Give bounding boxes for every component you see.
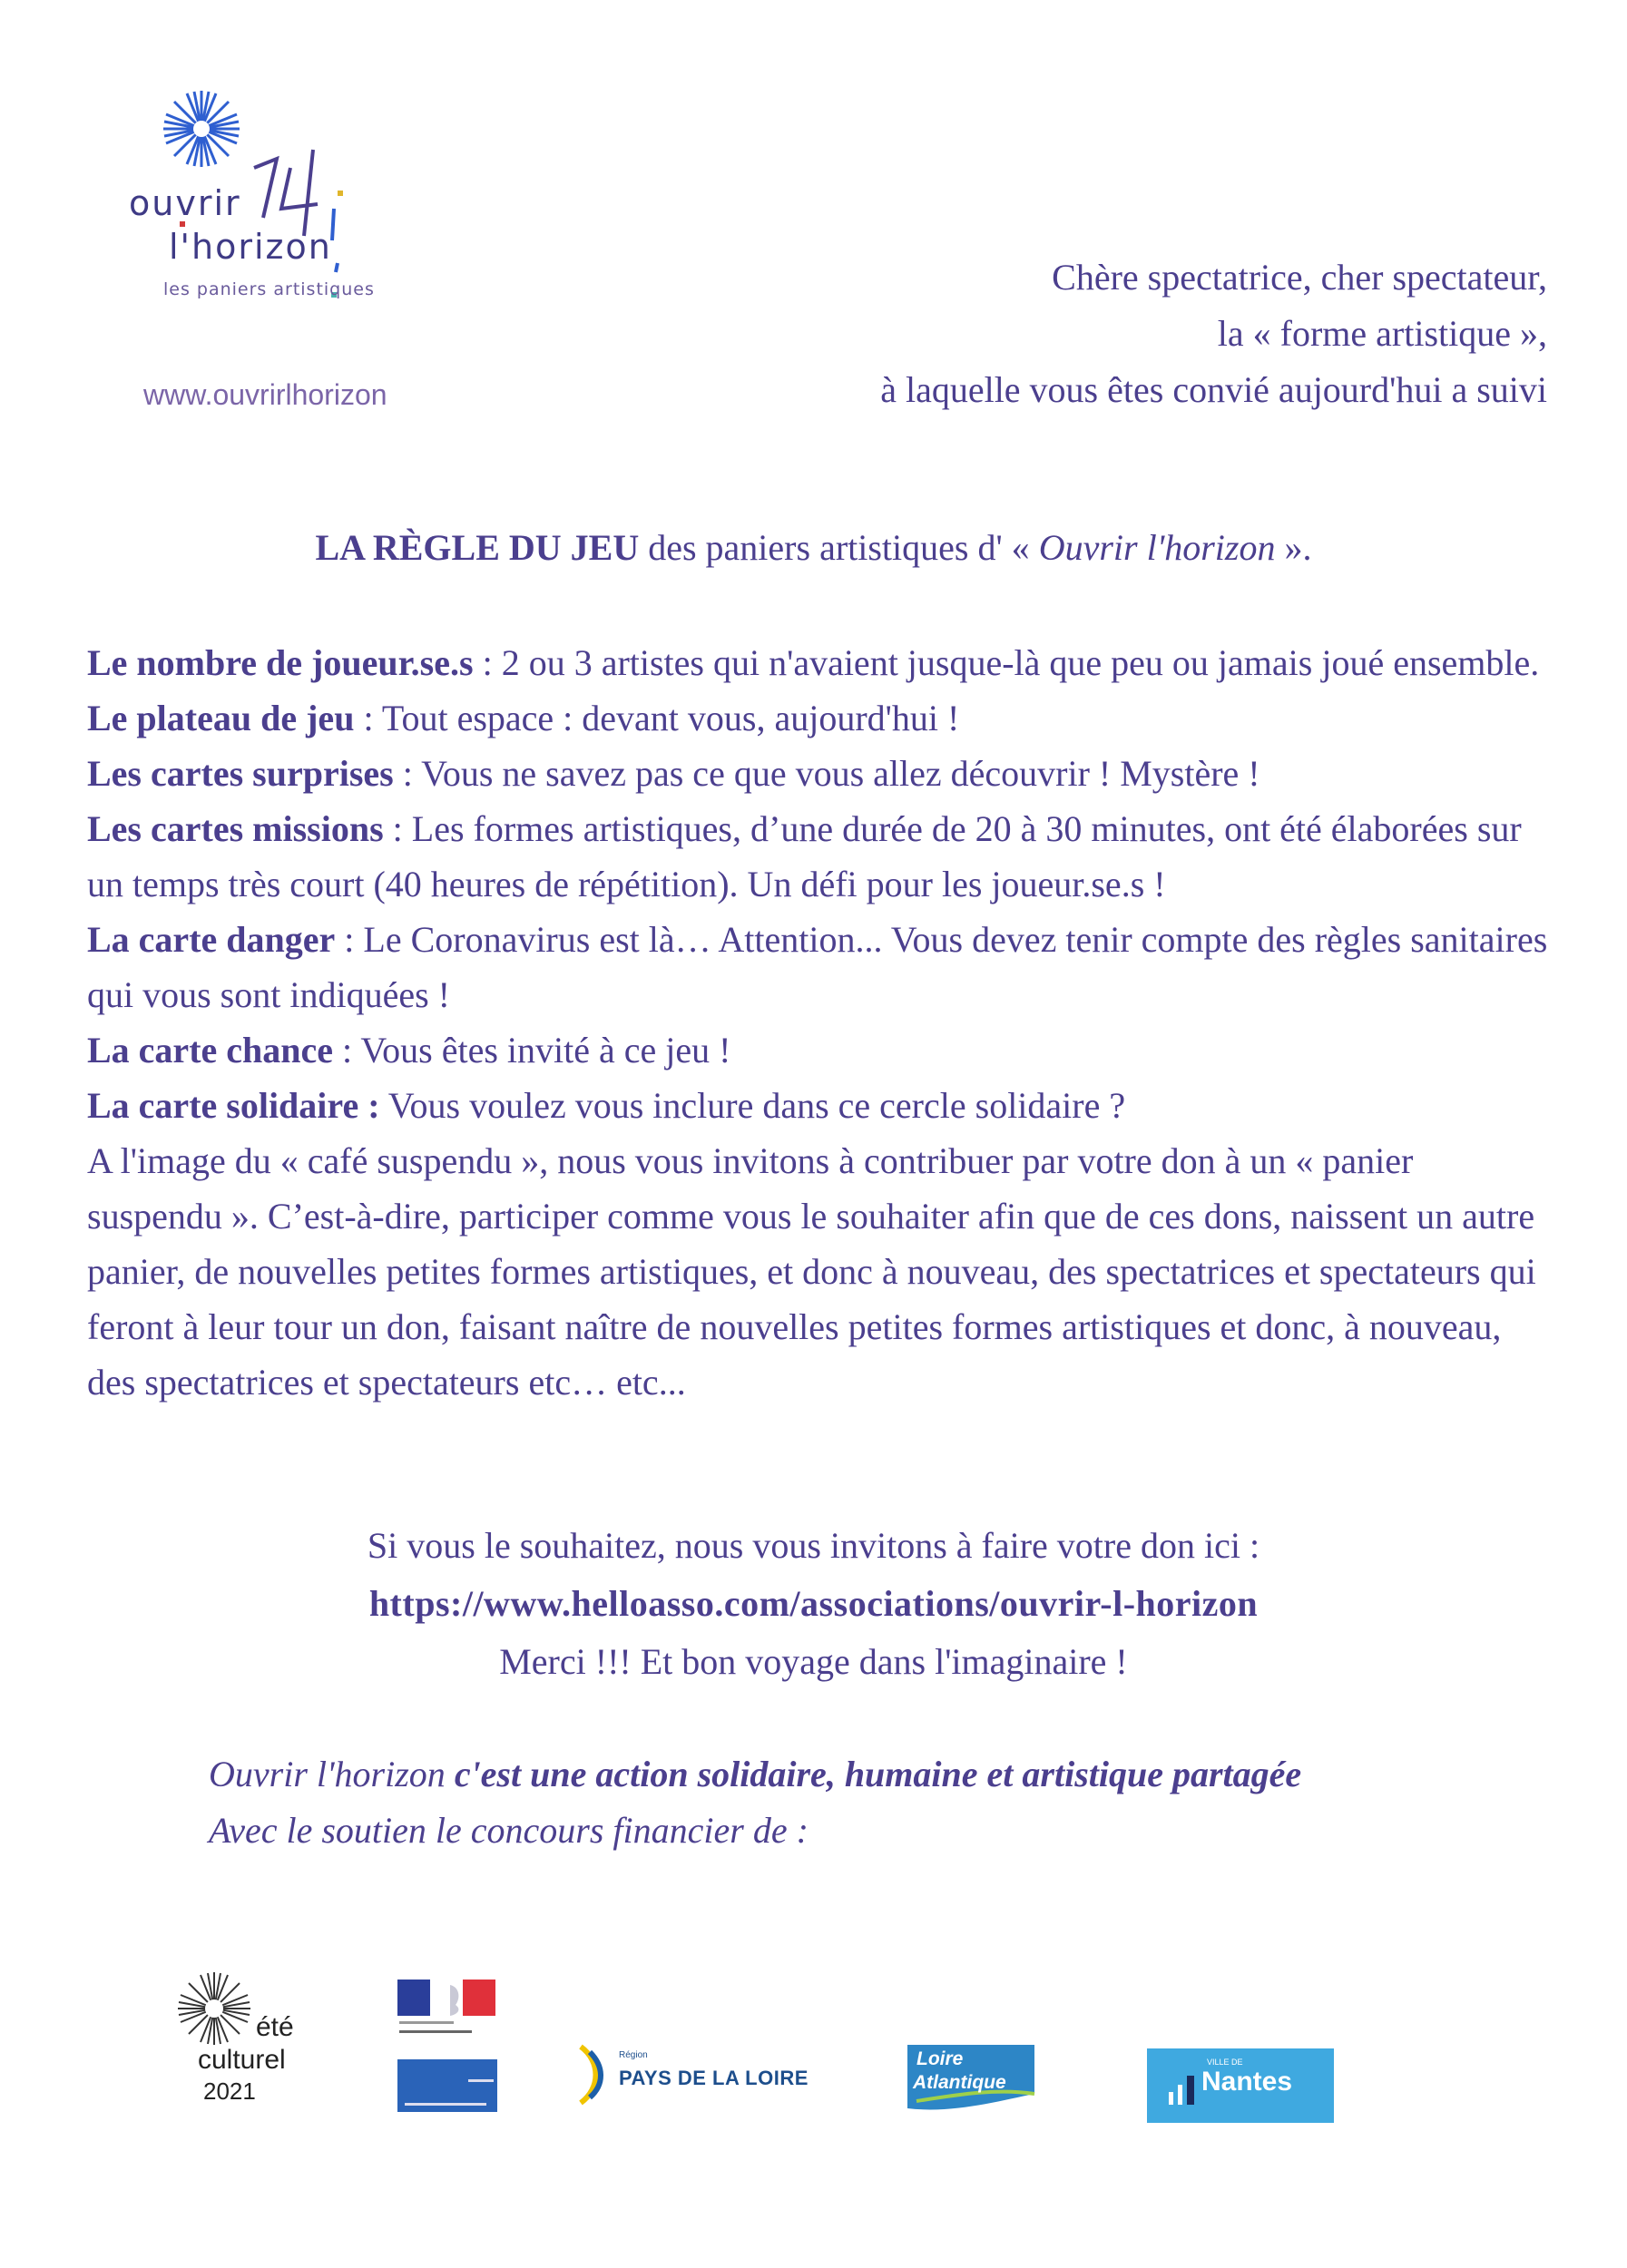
- support-line: Avec le soutien le concours financier de :: [209, 1810, 809, 1851]
- page-title: [0, 526, 1627, 569]
- rule-item: [87, 801, 1548, 912]
- rule-text: Vous voulez vous inclure dans ce cercle solidaire ?: [379, 1085, 1126, 1126]
- la-line-1: Loire: [916, 2048, 964, 2069]
- donation-thanks: Merci !!! Et bon voyage dans l'imaginaire !: [499, 1641, 1128, 1682]
- rule-item: [87, 1022, 1548, 1078]
- solidarity-paragraph: A l'image du « café suspendu », nous vous invitons à contribuer par votre don à un « panier suspendu ». C’est-à-dire, participer comme vous le souhaiter afin que de ces dons, naissent un autre panier, de nouvelles petites formes artistiques, et donc à nouveau, des spectatrices et spectateurs qui feront à leur tour un don, faisant naître de nouvelles petites formes artistiques et donc, à nouveau, des spectatrices et spectateurs etc… etc...: [87, 1140, 1536, 1403]
- nantes-ville-label: VILLE DE: [1207, 2058, 1243, 2067]
- nantes-name: Nantes: [1201, 2067, 1293, 2097]
- rule-item: [87, 1078, 1548, 1133]
- rule-label: Les cartes missions: [87, 808, 384, 849]
- region-arc-icon: [573, 2043, 613, 2107]
- sponsor-ministere-culture: [396, 1978, 499, 2114]
- logo-subtitle: les paniers artistiques: [163, 279, 375, 299]
- sponsor-pays-de-la-loire: [573, 2043, 809, 2107]
- title-italic: Ouvrir l'horizon: [1038, 527, 1276, 568]
- donation-invite: Si vous le souhaitez, nous vous invitons à faire votre don ici :: [367, 1525, 1260, 1566]
- ete-line-2: culturel: [198, 2045, 286, 2075]
- rule-text: : Les formes artistiques, d’une durée de 20 à 30 minutes, ont été élaborées sur un temps très court (40 heures de répétition). Un défi pour les joueur.se.s !: [87, 808, 1522, 904]
- rule-text: : 2 ou 3 artistes qui n'avaient jusque-là que peu ou jamais joué ensemble.: [473, 642, 1540, 683]
- la-line-2: Atlantique: [913, 2072, 1006, 2093]
- pdl-region-label: Région: [619, 2050, 648, 2060]
- ete-line-3: 2021: [203, 2077, 256, 2105]
- rule-label: La carte danger: [87, 919, 336, 960]
- logo-text-ouvrir: ouvrir: [129, 183, 241, 223]
- rule-label: Le plateau de jeu: [87, 698, 355, 738]
- rule-item: [87, 690, 1548, 746]
- nantes-mark-icon: [1147, 2048, 1201, 2123]
- title-bold: LA RÈGLE DU JEU: [315, 527, 640, 568]
- pdl-name: PAYS DE LA LOIRE: [619, 2067, 809, 2089]
- rule-label: La carte chance: [87, 1030, 334, 1070]
- rule-item: [87, 746, 1548, 801]
- sponsor-ville-de-nantes: [1147, 2048, 1334, 2123]
- ete-line-1: été: [256, 2012, 294, 2042]
- sunburst-icon: [172, 1967, 263, 2058]
- rules-list: [87, 635, 1548, 1410]
- ouvrir-lhorizon-logo: [127, 82, 436, 318]
- rule-item: [87, 635, 1548, 690]
- tagline-block: [209, 1746, 1301, 1859]
- rule-text: : Vous êtes invité à ce jeu !: [333, 1030, 731, 1070]
- donation-block: [0, 1517, 1627, 1691]
- title-end: ».: [1275, 527, 1312, 568]
- rule-text: : Vous ne savez pas ce que vous allez découvrir ! Mystère !: [393, 753, 1260, 794]
- tagline-italic: Ouvrir l'horizon: [209, 1754, 446, 1794]
- logo-text-horizon: l'horizon: [169, 227, 332, 267]
- greeting-block: [880, 249, 1547, 418]
- republique-francaise-logo-icon: [396, 1978, 499, 2114]
- rule-text: : Tout espace : devant vous, aujourd'hui !: [354, 698, 960, 738]
- sponsor-ete-culturel: [172, 1967, 327, 2112]
- greeting-line-2: la « forme artistique »,: [1217, 313, 1547, 354]
- tagline-line: [209, 1746, 1301, 1803]
- tagline-bold: c'est une action solidaire, humaine et artistique partagée: [445, 1754, 1302, 1794]
- title-text: des paniers artistiques d' «: [639, 527, 1039, 568]
- greeting-line-3: à laquelle vous êtes convié aujourd'hui a suivi: [880, 369, 1547, 410]
- website-link[interactable]: www.ouvrirlhorizon: [143, 378, 387, 411]
- rule-label: La carte solidaire :: [87, 1085, 380, 1126]
- rule-item: [87, 912, 1548, 1022]
- rule-text: : Le Coronavirus est là… Attention... Vous devez tenir compte des règles sanitaires qui vous sont indiquées !: [87, 919, 1548, 1015]
- sponsor-loire-atlantique: [898, 2041, 1044, 2116]
- donation-url-link[interactable]: https://www.helloasso.com/associations/ouvrir-l-horizon: [368, 1583, 1259, 1624]
- rule-label: Les cartes surprises: [87, 753, 394, 794]
- rule-label: Le nombre de joueur.se.s: [87, 642, 474, 683]
- greeting-line-1: Chère spectatrice, cher spectateur,: [1052, 257, 1547, 298]
